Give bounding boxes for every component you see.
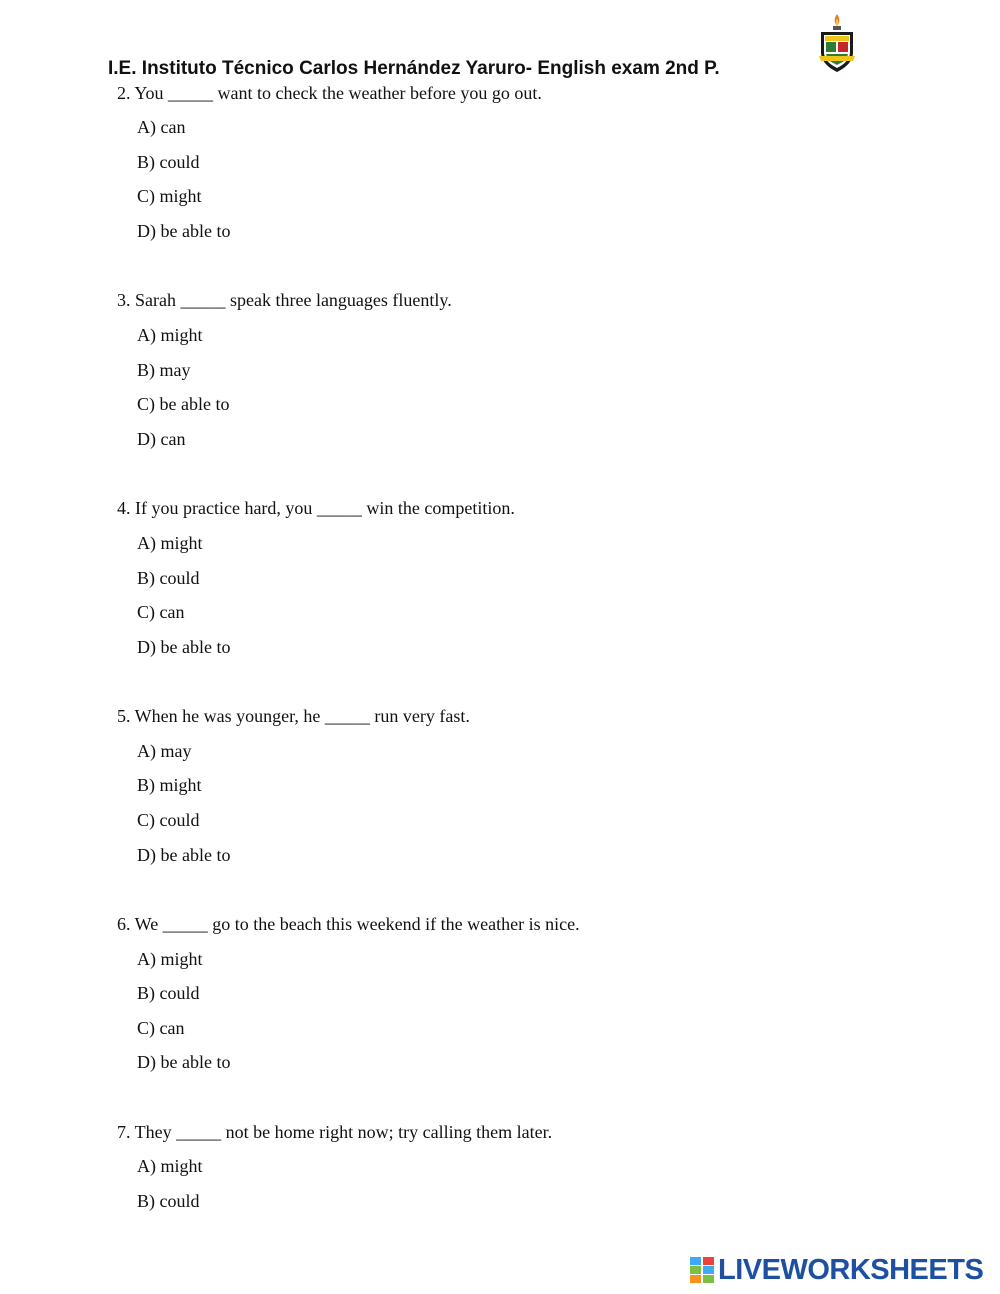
question-text: 4. If you practice hard, you _____ win the competition. [117, 498, 515, 518]
answer-option[interactable]: B) could [137, 1191, 200, 1211]
answer-option[interactable]: B) could [137, 568, 200, 588]
question-text: 5. When he was younger, he _____ run very fast. [117, 706, 470, 726]
liveworksheets-logo-icon [690, 1257, 714, 1283]
answer-option[interactable]: D) be able to [137, 845, 231, 865]
answer-option[interactable]: C) can [137, 1018, 185, 1038]
answer-option[interactable]: D) be able to [137, 221, 231, 241]
question-text: 6. We _____ go to the beach this weekend if the weather is nice. [117, 914, 580, 934]
liveworksheets-brand [690, 1253, 983, 1287]
answer-option[interactable]: A) might [137, 949, 203, 969]
answer-option[interactable]: C) could [137, 810, 200, 830]
page-title: I.E. Instituto Técnico Carlos Hernández Yaruro- English exam 2nd P. [108, 58, 720, 79]
answer-option[interactable]: D) can [137, 429, 186, 449]
answer-option[interactable]: C) can [137, 602, 185, 622]
answer-option[interactable]: B) may [137, 360, 191, 380]
answer-option[interactable]: A) might [137, 325, 203, 345]
answer-option[interactable]: B) could [137, 983, 200, 1003]
question-text: 3. Sarah _____ speak three languages fluently. [117, 290, 452, 310]
answer-option[interactable]: A) might [137, 533, 203, 553]
answer-option[interactable]: A) may [137, 741, 192, 761]
answer-option[interactable]: A) might [137, 1156, 203, 1176]
liveworksheets-wordmark: LIVEWORKSHEETS [718, 1254, 984, 1286]
answer-option[interactable]: A) can [137, 117, 186, 137]
answer-option[interactable]: C) might [137, 186, 202, 206]
answer-option[interactable]: B) might [137, 775, 202, 795]
answer-option[interactable]: C) be able to [137, 394, 230, 414]
question-text: 7. They _____ not be home right now; try calling them later. [117, 1122, 553, 1142]
answer-option[interactable]: D) be able to [137, 1052, 231, 1072]
answer-option[interactable]: D) be able to [137, 637, 231, 657]
school-crest-icon [816, 12, 858, 74]
answer-option[interactable]: B) could [137, 152, 200, 172]
question-text: 2. You _____ want to check the weather before you go out. [117, 83, 542, 103]
